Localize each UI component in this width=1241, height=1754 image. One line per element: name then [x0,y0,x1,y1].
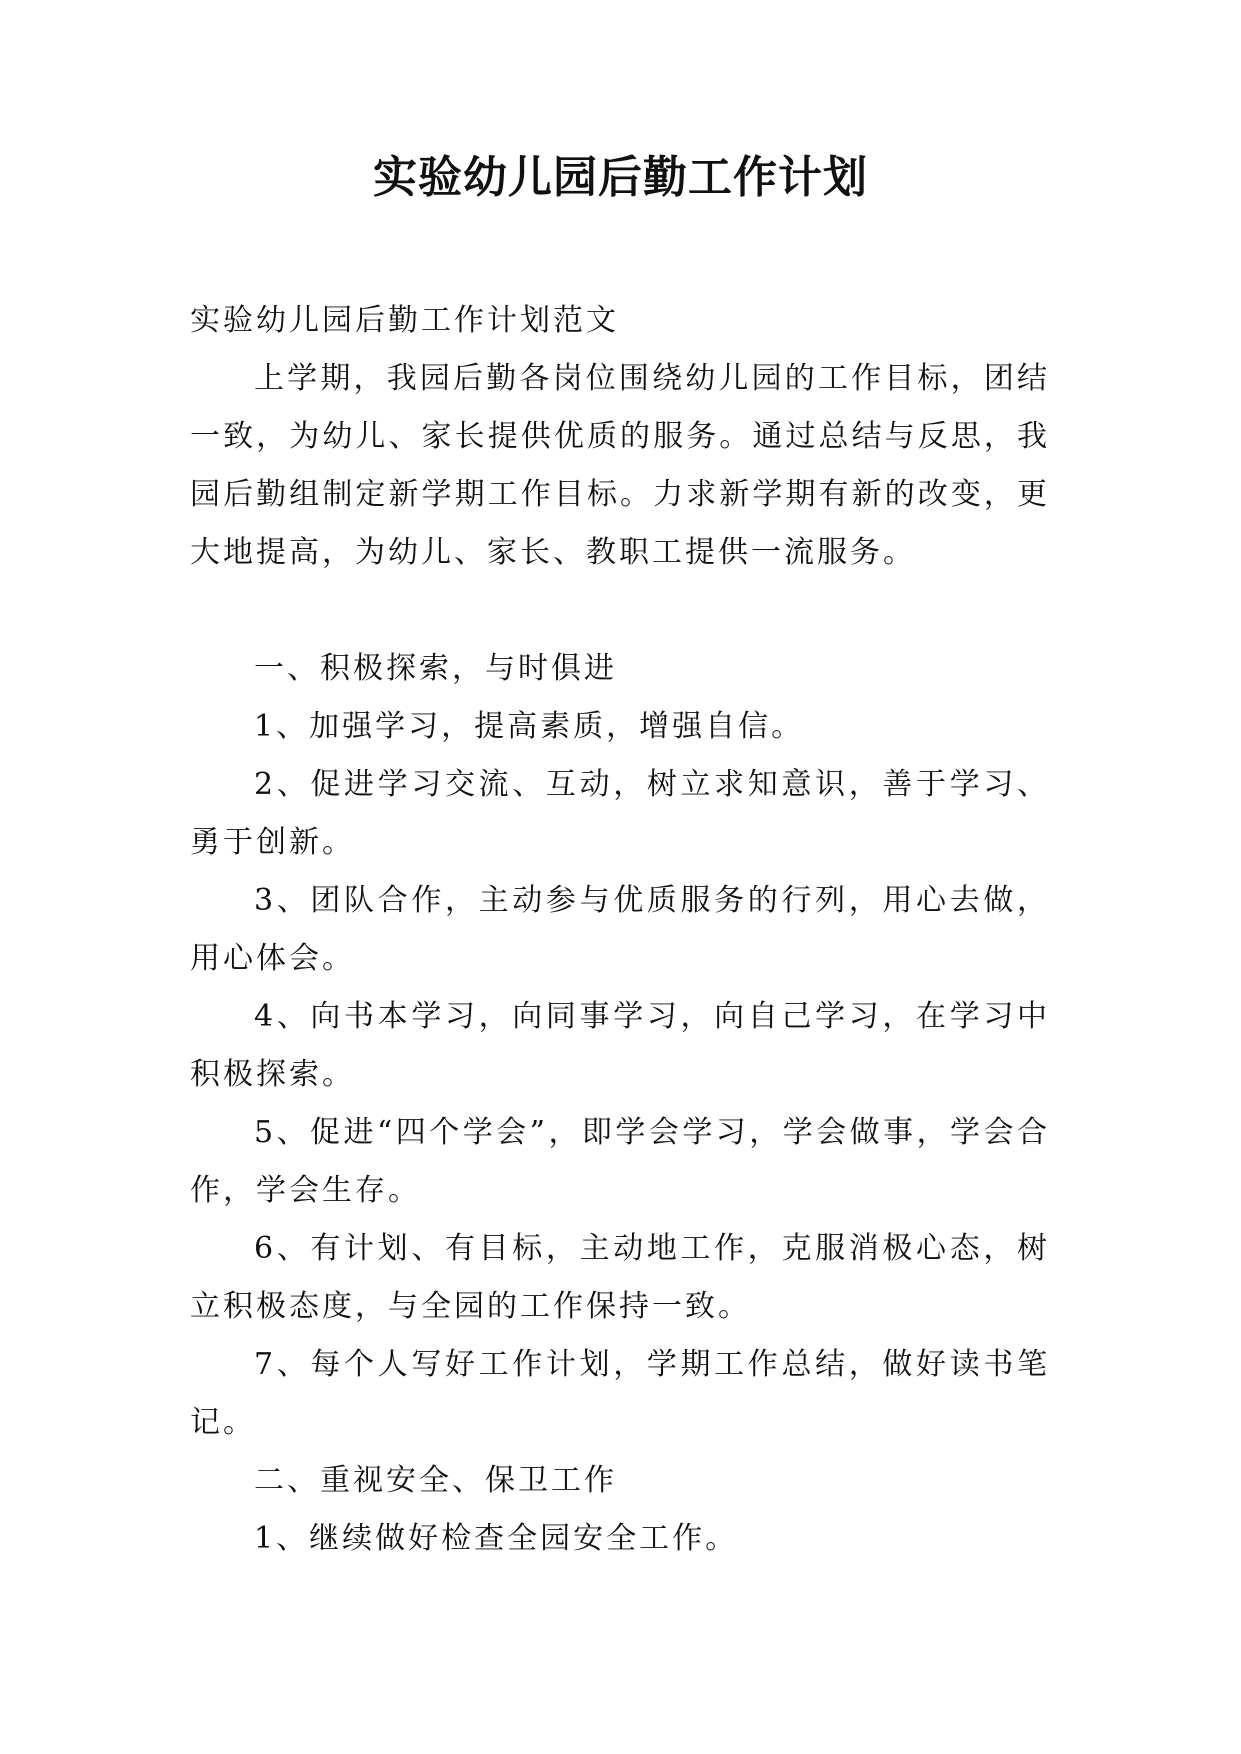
list-item: 5、促进“四个学会”，即学会学习，学会做事，学会合作，学会生存。 [190,1115,1050,1208]
list-item: 3、团队合作，主动参与优质服务的行列，用心去做，用心体会。 [190,883,1050,976]
page-title: 实验幼儿园后勤工作计划 [373,152,868,203]
document-body [190,292,1050,1568]
list-item: 6、有计划、有目标，主动地工作，克服消极心态，树立积极态度，与全园的工作保持一致。 [190,1231,1050,1324]
list-item: 2、促进学习交流、互动，树立求知意识，善于学习、勇于创新。 [190,767,1050,860]
list-item: 7、每个人写好工作计划，学期工作总结，做好读书笔记。 [190,1347,1050,1440]
list-item: 1、继续做好检查全园安全工作。 [254,1521,739,1556]
paragraph-spacer [190,582,1050,640]
section-heading-2: 二、重视安全、保卫工作 [254,1463,617,1498]
intro-paragraph: 上学期，我园后勤各岗位围绕幼儿园的工作目标，团结一致，为幼儿、家长提供优质的服务。通过总结与反思，我园后勤组制定新学期工作目标。力求新学期有新的改变，更大地提高，为幼儿、家长、教职工提供一流服务。 [190,361,1050,570]
list-item: 1、加强学习，提高素质，增强自信。 [254,709,805,744]
section-heading-1: 一、积极探索，与时俱进 [254,651,617,686]
list-item: 4、向书本学习，向同事学习，向自己学习，在学习中积极探索。 [190,999,1050,1092]
subtitle: 实验幼儿园后勤工作计划范文 [190,303,619,338]
